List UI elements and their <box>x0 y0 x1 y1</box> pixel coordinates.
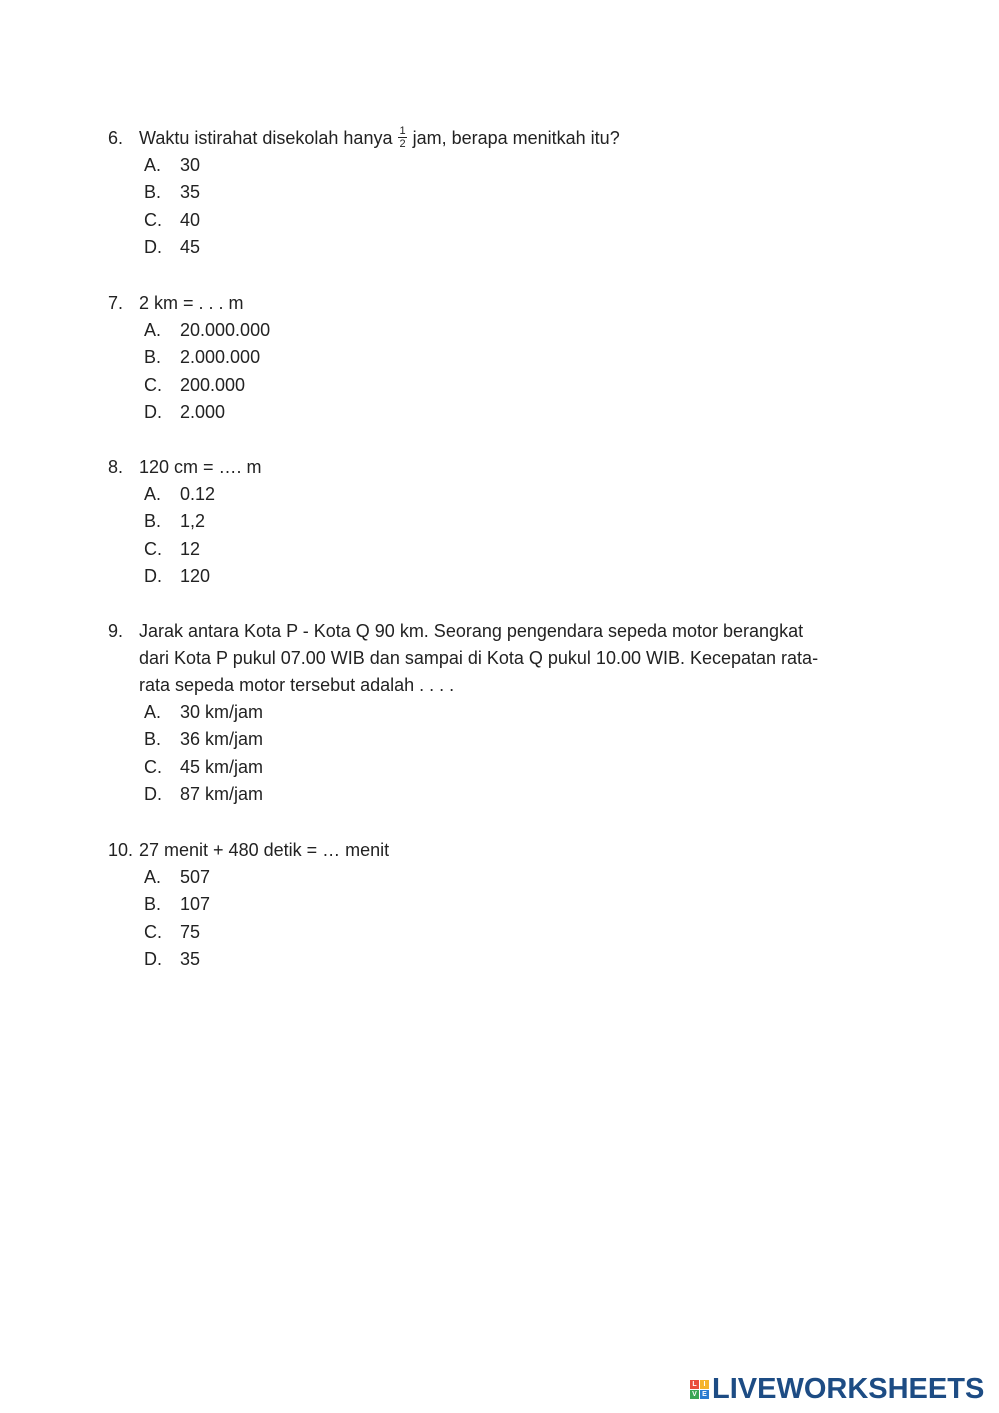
question-8-stem <box>108 454 888 481</box>
option-b[interactable] <box>108 344 888 371</box>
option-letter: A. <box>144 484 162 504</box>
option-letter: C. <box>144 374 162 395</box>
option-text: 120 <box>180 565 211 586</box>
option-letter: C. <box>144 538 162 559</box>
option-d[interactable] <box>108 781 888 808</box>
question-text-before: Waktu istirahat disekolah hanya <box>139 128 393 148</box>
option-a[interactable] <box>108 864 888 891</box>
logo-block-v: V <box>690 1390 699 1399</box>
option-b[interactable] <box>108 726 888 753</box>
question-number: 9. <box>108 621 124 641</box>
option-text: 200.000 <box>180 374 246 395</box>
option-text: 30 km/jam <box>180 702 264 722</box>
question-6-stem <box>108 125 888 152</box>
question-text <box>139 125 620 152</box>
option-a[interactable] <box>108 317 888 344</box>
option-text: 2.000.000 <box>180 347 261 368</box>
question-10 <box>108 837 888 973</box>
option-letter: B. <box>144 511 162 532</box>
option-c[interactable] <box>108 207 888 234</box>
question-text-line-3: rata sepeda motor tersebut adalah . . . . <box>139 675 455 695</box>
option-text: 107 <box>180 894 211 915</box>
option-text: 36 km/jam <box>180 729 264 750</box>
fraction-numerator: 1 <box>399 124 406 137</box>
option-text: 35 <box>180 948 201 969</box>
fraction-denominator: 2 <box>399 137 406 150</box>
question-text: 2 km = . . . m <box>139 293 244 313</box>
option-text: 507 <box>180 867 211 887</box>
question-text-line-2: dari Kota P pukul 07.00 WIB dan sampai di Kota Q pukul 10.00 WIB. Kecepatan rata- <box>139 648 819 668</box>
option-text: 40 <box>180 209 201 230</box>
option-letter: B. <box>144 347 162 368</box>
logo-block-e: E <box>700 1390 709 1399</box>
option-text: 0.12 <box>180 484 216 504</box>
question-text: 27 menit + 480 detik = … menit <box>139 840 390 860</box>
logo-text: LIVEWORKSHEETS <box>712 1372 985 1405</box>
option-text: 1,2 <box>180 511 206 532</box>
question-7 <box>108 290 888 426</box>
option-letter: D. <box>144 236 162 257</box>
option-letter: A. <box>144 155 162 175</box>
question-9 <box>108 618 888 808</box>
option-c[interactable] <box>108 919 888 946</box>
option-d[interactable] <box>108 563 888 590</box>
question-number: 6. <box>108 128 124 148</box>
option-letter: D. <box>144 783 162 804</box>
option-text: 30 <box>180 155 201 175</box>
option-letter: B. <box>144 894 162 915</box>
option-c[interactable] <box>108 536 888 563</box>
option-b[interactable] <box>108 508 888 535</box>
option-text: 2.000 <box>180 401 226 422</box>
option-text: 87 km/jam <box>180 783 264 804</box>
option-d[interactable] <box>108 946 888 973</box>
option-text: 35 <box>180 182 201 203</box>
option-letter: C. <box>144 756 162 777</box>
option-letter: A. <box>144 320 162 340</box>
option-text: 20.000.000 <box>180 320 271 340</box>
option-letter: C. <box>144 921 162 942</box>
question-number: 8. <box>108 457 124 477</box>
option-b[interactable] <box>108 891 888 918</box>
option-letter: C. <box>144 209 162 230</box>
liveworksheets-logo[interactable] <box>690 1372 984 1406</box>
option-letter: A. <box>144 867 162 887</box>
question-7-stem <box>108 290 888 317</box>
logo-block-i: I <box>700 1380 709 1389</box>
question-9-stem <box>108 618 888 645</box>
option-c[interactable] <box>108 754 888 781</box>
question-8 <box>108 454 888 590</box>
question-text-line-1: Jarak antara Kota P - Kota Q 90 km. Seorang pengendara sepeda motor berangkat <box>139 621 804 641</box>
option-text: 45 km/jam <box>180 756 264 777</box>
option-a[interactable] <box>108 699 888 726</box>
question-10-stem <box>108 837 888 864</box>
question-text: 120 cm = …. m <box>139 457 262 477</box>
option-letter: D. <box>144 401 162 422</box>
logo-block-l: L <box>690 1380 699 1389</box>
question-6 <box>108 125 888 261</box>
fraction-one-half <box>398 125 406 150</box>
option-b[interactable] <box>108 179 888 206</box>
option-text: 45 <box>180 236 201 257</box>
option-letter: B. <box>144 182 162 203</box>
question-number: 10. <box>108 840 134 860</box>
option-letter: A. <box>144 702 162 722</box>
option-c[interactable] <box>108 372 888 399</box>
logo-blocks-icon <box>690 1380 709 1399</box>
option-letter: D. <box>144 948 162 969</box>
option-d[interactable] <box>108 399 888 426</box>
option-text: 12 <box>180 538 201 559</box>
option-d[interactable] <box>108 234 888 261</box>
option-a[interactable] <box>108 481 888 508</box>
question-number: 7. <box>108 293 124 313</box>
question-text-after: jam, berapa menitkah itu? <box>412 128 620 148</box>
option-letter: D. <box>144 565 162 586</box>
option-text: 75 <box>180 921 201 942</box>
option-a[interactable] <box>108 152 888 179</box>
option-letter: B. <box>144 729 162 750</box>
